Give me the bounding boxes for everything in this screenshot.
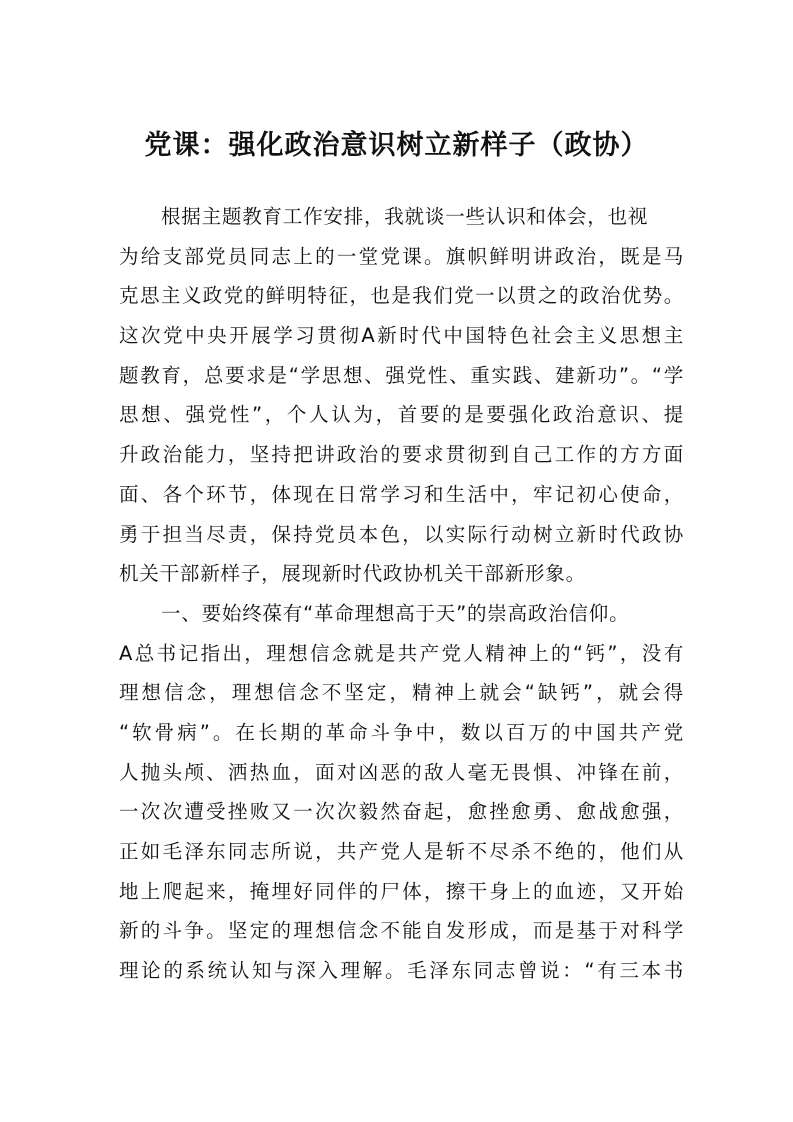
paragraph-line: 思想、强党性”，个人认为，首要的是要强化政治意识、提 [119,403,684,427]
document-title: 党课：强化政治意识树立新样子（政协） [144,130,649,161]
paragraph-line: 理论的系统认知与深入理解。毛泽东同志曾说：“有三本书 [119,959,684,983]
paragraph-line: 克思主义政党的鲜明特征，也是我们党一以贯之的政治优势。 [119,284,684,308]
paragraph-line: 人抛头颅、洒热血，面对凶恶的敌人毫无畏惧、冲锋在前， [119,760,684,784]
paragraph-line: 地上爬起来，掩埋好同伴的尸体，擦干身上的血迹，又开始 [119,879,684,903]
paragraph-line: 勇于担当尽责，保持党员本色，以实际行动树立新时代政协 [119,522,684,546]
paragraph-line: 面、各个环节，体现在日常学习和生活中，牢记初心使命， [119,482,684,506]
paragraph-line: 为给支部党员同志上的一堂党课。旗帜鲜明讲政治，既是马 [119,244,684,268]
section-heading-line: 一、要始终葆有“革命理想高于天”的崇高政治信仰。 [161,601,630,625]
paragraph-line: “软骨病”。在长期的革命斗争中，数以百万的中国共产党 [119,720,684,744]
paragraph-line: 这次党中央开展学习贯彻A新时代中国特色社会主义思想主 [119,324,684,348]
paragraph-line: 新的斗争。坚定的理想信念不能自发形成，而是基于对科学 [119,919,684,943]
paragraph-line: 根据主题教育工作安排，我就谈一些认识和体会，也视 [161,205,649,228]
paragraph-line: 题教育，总要求是“学思想、强党性、重实践、建新功”。“学 [119,363,684,387]
paragraph-line: A总书记指出，理想信念就是共产党人精神上的“钙”，没有 [119,641,684,665]
document-body [119,197,684,991]
paragraph-line: 机关干部新样子，展现新时代政协机关干部新形象。 [119,562,586,586]
paragraph-line: 升政治能力，坚持把讲政治的要求贯彻到自己工作的方方面 [119,443,684,467]
paragraph-line: 正如毛泽东同志所说，共产党人是斩不尽杀不绝的，他们从 [119,840,684,863]
paragraph-line: 理想信念，理想信念不坚定，精神上就会“缺钙”，就会得 [119,681,684,705]
paragraph-line: 一次次遭受挫败又一次次毅然奋起，愈挫愈勇、愈战愈强， [119,800,684,824]
